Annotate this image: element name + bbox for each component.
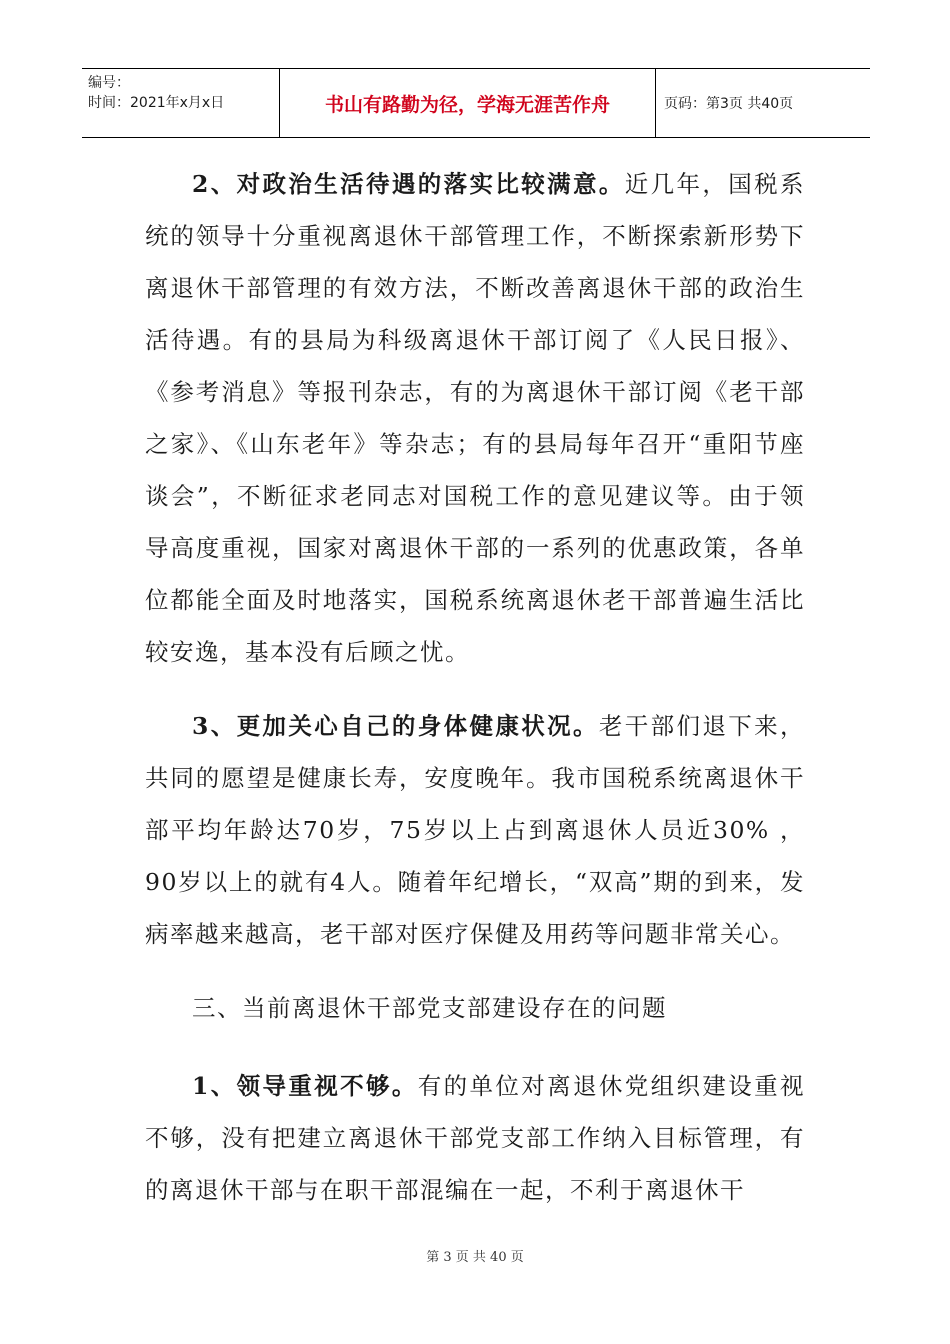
- document-number-label: 编号：: [88, 75, 130, 91]
- paragraph-text: 近几年，国税系统的领导十分重视离退休干部管理工作，不断探索新形势下离退休干部管理的有效方法，不断改善离退休干部的政治生活待遇。有的县局为科级离退休干部订阅了《人民日报》、《参考消息》等报刊杂志，有的为离退休干部订阅《老干部之家》、《山东老年》等杂志；有的县局每年召开“重阳节座谈会”，不断征求老同志对国税工作的意见建议等。由于领导高度重视，国家对离退休干部的一系列的优惠政策，各单位都能全面及时地落实，国税系统离退休老干部普遍生活比较安逸，基本没有后顾之忧。: [145, 170, 806, 666]
- document-body: [145, 158, 805, 1216]
- header-motto: 书山有路勤为径，学海无涯苦作舟: [280, 69, 656, 137]
- paragraph-leadership-attention: [145, 1060, 805, 1216]
- paragraph-heading: 2、对政治生活待遇的落实比较满意。: [192, 170, 625, 198]
- page-header: [82, 68, 870, 138]
- paragraph-political-treatment: [145, 158, 805, 678]
- paragraph-health-concern: [145, 700, 805, 960]
- paragraph-heading: 1、领导重视不够。: [192, 1072, 418, 1100]
- document-time-label: 时间：2021年x月x日: [88, 95, 225, 111]
- section-heading: 三、当前离退休干部党支部建设存在的问题: [192, 994, 667, 1022]
- paragraph-heading: 3、更加关心自己的身体健康状况。: [192, 712, 599, 740]
- page-footer: 第 3 页 共 40 页: [426, 1250, 524, 1265]
- paragraph-text: 有的单位对离退休党组织建设重视不够，没有把建立离退休干部党支部工作纳入目标管理，有的离退休干部与在职干部混编在一起，不利于离退休干: [145, 1072, 805, 1204]
- header-page-info: 页码：第3页 共40页: [664, 96, 794, 112]
- paragraph-text: 老干部们退下来，共同的愿望是健康长寿，安度晚年。我市国税系统离退休干部平均年龄达70岁，75岁以上占到离退休人员近30% ，90岁以上的就有4人。随着年纪增长，“双高”期的到来，发病率越来越高，老干部对医疗保健及用药等问题非常关心。: [145, 712, 806, 948]
- header-meta: [82, 69, 280, 137]
